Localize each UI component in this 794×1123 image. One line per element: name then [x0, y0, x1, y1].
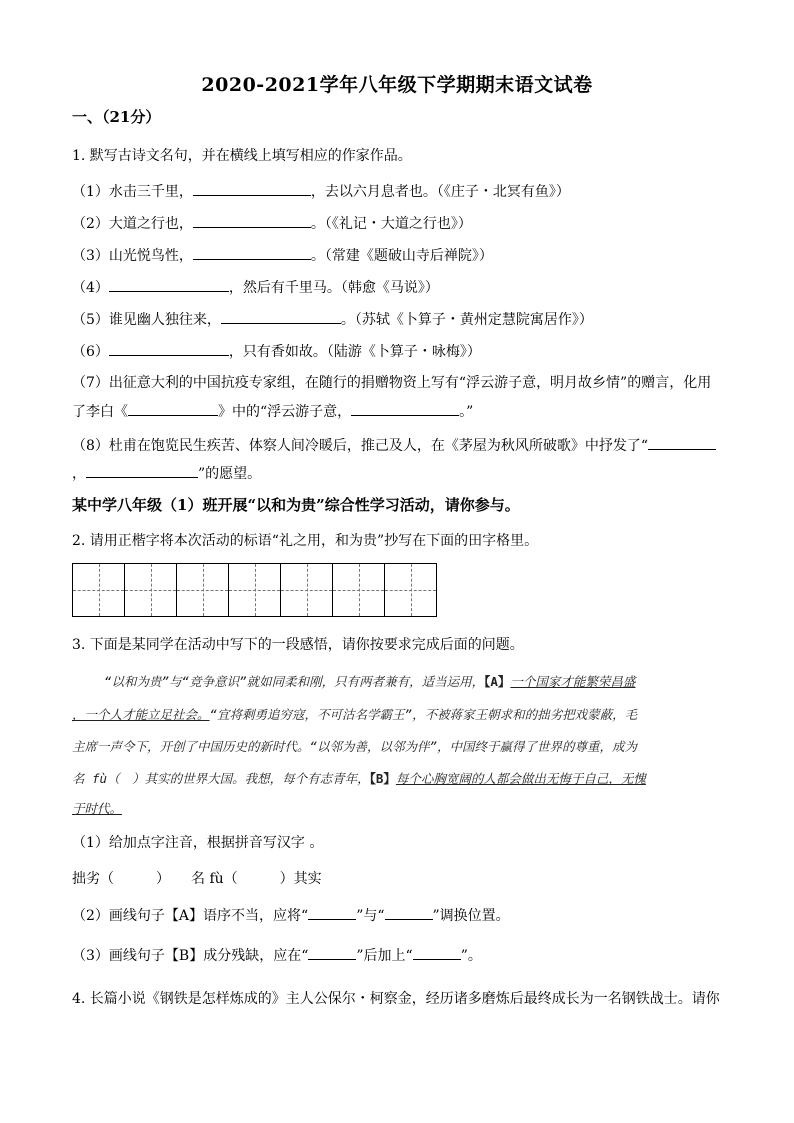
question-2-prompt: 2. 请用正楷字将本次活动的标语“礼之用，和为贵”抄写在下面的田字格里。	[72, 533, 539, 549]
essay-line-1	[104, 673, 635, 691]
sentence-label-b: 【B】	[369, 771, 396, 786]
q1-item-5	[72, 310, 593, 329]
sentence-label-a: 【A】	[484, 674, 511, 689]
q1-item-7-line1: （7）出征意大利的中国抗疫专家组，在随行的捐赠物资上写有“浮云游子意，明月故乡情”的赠言，化用	[72, 375, 712, 391]
answer-blank[interactable]	[648, 436, 716, 450]
q1-item-2-post: 。（《礼记・大道之行也》）	[310, 216, 472, 232]
q1-item-7-part-c: 。”	[459, 404, 474, 420]
q1-item-8-part-b: ”的愿望。	[198, 466, 262, 482]
answer-blank[interactable]	[109, 278, 229, 292]
q1-item-8-line2	[72, 464, 261, 483]
underlined-sentence-b: 每个心胸宽阔的人都会做出无悔于自己，无愧	[395, 771, 646, 786]
essay-line-4	[72, 770, 646, 788]
q1-item-3-post: 。（常建《题破山寺后禅院》）	[310, 248, 493, 264]
underlined-sentence-a: 一个国家才能繁荣昌盛	[510, 674, 636, 689]
underlined-sentence-b-end: 于时代。	[72, 801, 123, 816]
tianzi-cell[interactable]	[72, 563, 125, 617]
q1-item-8-line1	[72, 436, 716, 455]
q1-item-3	[72, 246, 493, 265]
q1-item-2	[72, 214, 472, 233]
tianzi-cell[interactable]	[228, 563, 281, 617]
q3-sub-3-mid: ”后加上“	[356, 948, 413, 964]
q1-item-6-post: ，只有香如故。（陆游《卜算子・咏梅》）	[228, 344, 481, 360]
q1-item-1-pre: （1）水击三千里，	[72, 184, 193, 200]
essay-text: “宜将剩勇追穷寇，不可沽名学霸王”，不被蒋家王朝求和的拙劣把戏蒙蔽，毛	[209, 707, 638, 722]
answer-blank[interactable]	[308, 946, 356, 960]
answer-blank[interactable]	[221, 310, 341, 324]
q1-item-5-post: 。（苏轼《卜算子・黄州定慧院寓居作》）	[340, 312, 593, 328]
answer-blank[interactable]	[351, 402, 459, 416]
answer-blank[interactable]	[86, 464, 198, 478]
q3-sub-2-post: ”调换位置。	[432, 908, 510, 924]
exam-title: 2020-2021学年八年级下学期期末语文试卷	[201, 74, 593, 96]
q1-item-5-pre: （5）谁见幽人独往来，	[72, 312, 221, 328]
essay-text: “以和为贵”与“竞争意识”就如同柔和刚，只有两者兼有，适当运用，	[104, 674, 485, 689]
q1-item-7-line2	[72, 402, 473, 421]
tianzi-cell[interactable]	[124, 563, 177, 617]
section-heading: 一、（21分）	[72, 108, 161, 126]
q3-sub-1-answers: 拙劣（ ） 名 fù（ ）其实	[72, 871, 322, 887]
q1-item-4	[72, 278, 439, 297]
q1-item-8-comma: ，	[72, 466, 86, 482]
q1-item-4-post: ，然后有千里马。（韩愈《马说》）	[228, 280, 439, 296]
q3-sub-2-pre: （2）画线句子【A】语序不当，应将“	[72, 908, 309, 924]
q3-sub-3-pre: （3）画线句子【B】成分残缺，应在“	[72, 948, 309, 964]
essay-line-2	[72, 706, 637, 724]
question-3-prompt: 3. 下面是某同学在活动中写下的一段感悟，请你按要求完成后面的问题。	[72, 637, 524, 653]
q1-item-1	[72, 182, 570, 201]
answer-blank[interactable]	[109, 342, 229, 356]
answer-blank[interactable]	[308, 906, 356, 920]
essay-text: 名 fù（ ）其实的世界大国。我想，每个有志青年，	[72, 771, 370, 786]
activity-heading: 某中学八年级（1）班开展“以和为贵”综合性学习活动，请你参与。	[72, 496, 520, 514]
question-1-prompt: 1. 默写古诗文名句，并在横线上填写相应的作家作品。	[72, 148, 412, 164]
q1-item-7-part-a: 了李白《	[72, 404, 128, 420]
tianzi-cell[interactable]	[384, 563, 437, 617]
q1-item-6	[72, 342, 481, 361]
answer-blank[interactable]	[193, 246, 311, 260]
q3-sub-3-post: ”。	[460, 948, 482, 964]
q1-item-7-part-b: 》中的“浮云游子意，	[218, 404, 352, 420]
q3-sub-2	[72, 906, 510, 925]
question-4-prompt: 4. 长篇小说《钢铁是怎样炼成的》主人公保尔・柯察金，经历诸多磨炼后最终成长为一名钢铁战士。请你	[72, 991, 720, 1007]
tianzi-cell[interactable]	[332, 563, 385, 617]
essay-line-3: 主席一声令下，开创了中国历史的新时代。“以邻为善，以邻为伴”，中国终于赢得了世界的尊重，成为	[72, 739, 638, 754]
q1-item-6-pre: （6）	[72, 344, 109, 360]
essay-line-5	[72, 800, 122, 818]
q1-item-1-post: ，去以六月息者也。（《庄子・北冥有鱼》）	[310, 184, 570, 200]
q3-sub-1: （1）给加点字注音，根据拼音写汉字 。	[72, 835, 324, 851]
q3-sub-2-mid: ”与“	[356, 908, 385, 924]
q1-item-8-part-a: （8）杜甫在饱览民生疾苦、体察人间冷暖后，推己及人，在《茅屋为秋风所破歌》中抒发了“	[72, 438, 649, 454]
underlined-sentence-a-end: ，一个人才能立足社会。	[72, 707, 210, 722]
q3-sub-3	[72, 946, 482, 965]
answer-blank[interactable]	[385, 906, 433, 920]
q1-item-4-pre: （4）	[72, 280, 109, 296]
answer-blank[interactable]	[193, 214, 311, 228]
q1-item-2-pre: （2）大道之行也，	[72, 216, 193, 232]
q1-item-3-pre: （3）山光悦鸟性，	[72, 248, 193, 264]
tianzi-grid	[72, 563, 436, 617]
answer-blank[interactable]	[193, 182, 311, 196]
tianzi-cell[interactable]	[280, 563, 333, 617]
answer-blank[interactable]	[413, 946, 461, 960]
tianzi-cell[interactable]	[176, 563, 229, 617]
answer-blank[interactable]	[128, 402, 218, 416]
